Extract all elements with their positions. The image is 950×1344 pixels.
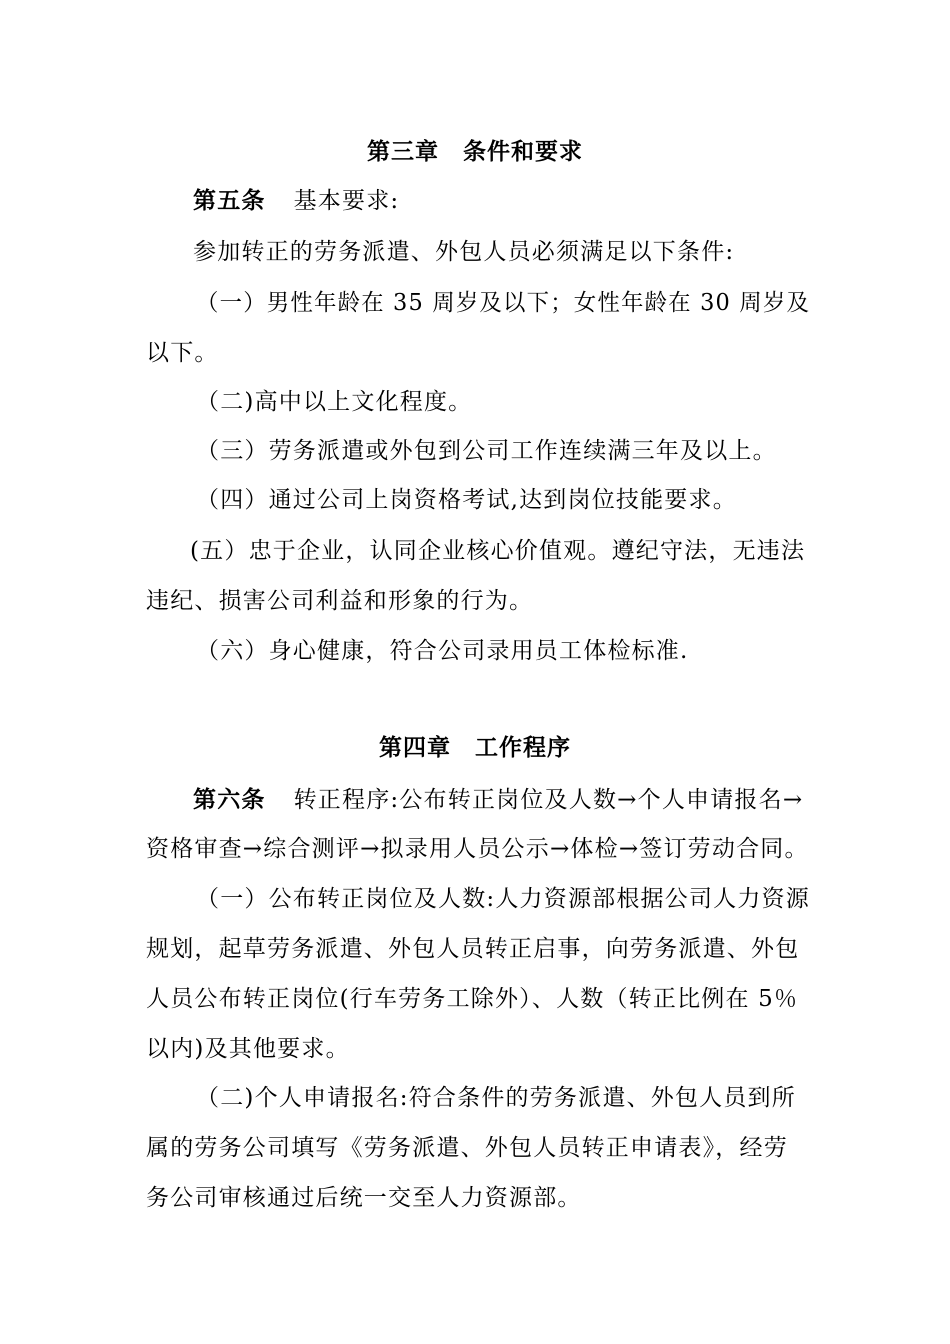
step-1-line-3: 人员公布转正岗位(行车劳务工除外）、人数（转正比例在 5％ — [146, 986, 799, 1012]
condition-3: （三）劳务派遣或外包到公司工作连续满三年及以上。 — [196, 438, 777, 464]
article-6-line-1 — [193, 785, 803, 815]
step-2-line-1: （二)个人申请报名:符合条件的劳务派遣、外包人员到所 — [196, 1085, 796, 1111]
condition-5-line-2: 违纪、损害公司利益和形象的行为。 — [146, 588, 534, 614]
step-1-line-4: 以内)及其他要求。 — [146, 1036, 350, 1062]
condition-2: （二)高中以上文化程度。 — [196, 389, 473, 415]
step-2-line-2: 属的劳务公司填写《劳务派遣、外包人员转正申请表》，经劳 — [146, 1135, 788, 1161]
article-6-line-2: 资格审查→综合测评→拟录用人员公示→体检→签订劳动合同。 — [146, 836, 809, 862]
condition-1-line-2: 以下。 — [146, 340, 219, 366]
chapter-4-title: 第四章 工作程序 — [379, 734, 571, 761]
step-1-line-2: 规划，起草劳务派遣、外包人员转正启事，向劳务派遣、外包 — [146, 936, 800, 962]
condition-4: （四）通过公司上岗资格考试,达到岗位技能要求。 — [196, 487, 737, 513]
chapter-3-title: 第三章 条件和要求 — [367, 138, 583, 165]
condition-5-line-1: (五）忠于企业，认同企业核心价值观。遵纪守法，无违法 — [190, 538, 806, 564]
article-6-label: 第六条 — [193, 786, 266, 813]
condition-1-line-1: （一）男性年龄在 35 周岁及以下；女性年龄在 30 周岁及 — [196, 290, 811, 316]
step-2-line-3: 务公司审核通过后统一交至人力资源部。 — [146, 1185, 582, 1211]
condition-6: （六）身心健康，符合公司录用员工体检标准. — [196, 638, 689, 664]
article-5-heading — [193, 186, 399, 216]
article-5-intro: 参加转正的劳务派遣、外包人员必须满足以下条件: — [193, 239, 735, 265]
article-5-label: 第五条 — [193, 187, 266, 214]
article-6-procedure: 转正程序:公布转正岗位及人数→个人申请报名→ — [293, 787, 804, 813]
article-5-title: 基本要求: — [293, 188, 400, 214]
step-1-line-1: （一）公布转正岗位及人数:人力资源部根据公司人力资源 — [196, 886, 810, 912]
